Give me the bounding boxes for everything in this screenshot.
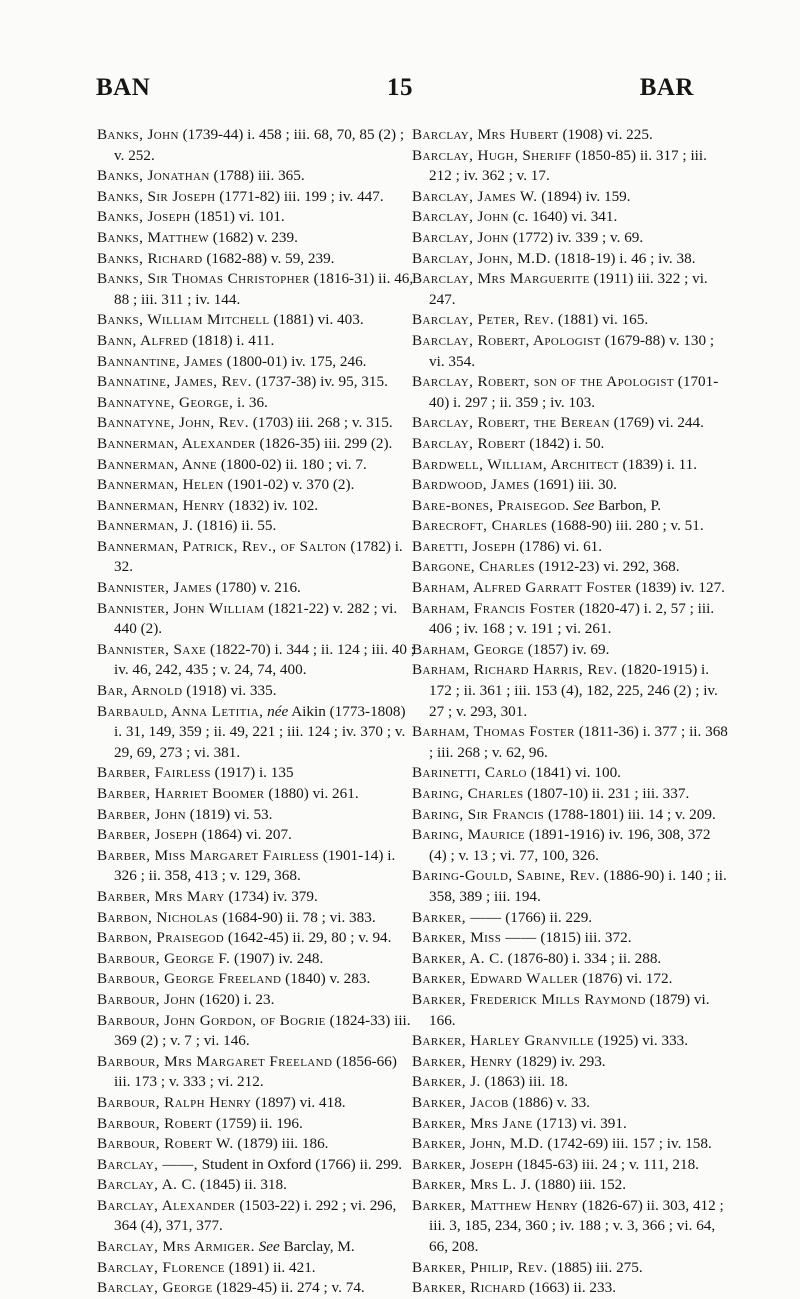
entry-name: Barker, Richard [412, 1279, 526, 1297]
entry-references: (1734) iv. 379. [228, 887, 318, 905]
index-entry [97, 516, 415, 537]
entry-references: (1879) iii. 186. [237, 1135, 329, 1153]
entry-name: Barbour, Robert W. [97, 1135, 234, 1153]
entry-references: Barbon, P. [598, 496, 662, 514]
entry-references: (1845-63) iii. 24 ; v. 111, 218. [517, 1155, 699, 1173]
entry-references: Aikin (1773-1808) i. 31, 149, 359 ; ii. 49, 221 ; iii. 124 ; iv. 370 ; v. 29, 69, 273 ; vi. 381. [114, 702, 406, 761]
index-entry [412, 1278, 730, 1299]
entry-name: Barber, Joseph [97, 826, 198, 844]
entry-name: Bannerman, J. [97, 517, 194, 535]
entry-name: Barclay, Mrs Armiger. [97, 1238, 255, 1256]
index-entry [97, 1258, 415, 1279]
entry-name: Barbon, Nicholas [97, 908, 219, 926]
entry-name: Bannerman, Anne [97, 455, 218, 473]
entry-name: Bannerman, Patrick, Rev., of Salton [97, 537, 347, 555]
entry-references: (1826-67) ii. 303, 412 ; iii. 3, 185, 234, 360 ; iv. 188 ; v. 3, 366 ; vi. 64, 66, 208. [429, 1196, 724, 1256]
index-entry [97, 228, 415, 249]
entry-references: (1829) iv. 293. [516, 1052, 606, 1070]
page-number: 15 [387, 74, 413, 101]
entry-references: (1800-01) iv. 175, 246. [226, 352, 367, 370]
entry-name: Barker, —— [412, 908, 502, 926]
entry-name: Banks, Sir Thomas Christopher [97, 270, 310, 288]
entry-italic: See [258, 1238, 280, 1256]
entry-references: (1713) vi. 391. [536, 1114, 627, 1132]
entry-name: Barker, Frederick Mills Raymond [412, 990, 646, 1008]
entry-references: (1918) vi. 335. [186, 682, 277, 700]
index-entry [97, 352, 415, 373]
entry-name: Banks, Sir Joseph [97, 187, 216, 205]
entry-references: (1816) ii. 55. [196, 517, 277, 535]
index-entry [412, 949, 730, 970]
index-entry [412, 1196, 730, 1258]
index-entry [412, 434, 730, 455]
index-entry [97, 805, 415, 826]
index-entry [412, 784, 730, 805]
entry-references: (1908) vi. 225. [562, 126, 653, 143]
index-entry [97, 1134, 415, 1155]
index-entry [412, 496, 730, 517]
entry-references: (1691) iii. 30. [533, 476, 617, 494]
entry-references: (c. 1640) vi. 341. [512, 208, 618, 226]
index-entry [97, 1196, 415, 1237]
entry-references: (1818) i. 411. [192, 331, 275, 349]
entry-references: (1780) v. 216. [215, 579, 301, 597]
entry-name: Bannister, Saxe [97, 640, 207, 658]
entry-name: Barclay, John [412, 208, 509, 226]
index-entry [412, 866, 730, 907]
index-entry [412, 825, 730, 866]
index-entry [412, 722, 730, 763]
entry-name: Bardwell, William, Architect [412, 455, 619, 473]
index-entry [97, 310, 415, 331]
entry-references: (1886) v. 33. [512, 1093, 590, 1111]
entry-references: Student in Oxford (1766) ii. 299. [201, 1155, 403, 1173]
index-entry [97, 990, 415, 1011]
entry-references: (1824-33) iii. 369 (2) ; v. 7 ; vi. 146. [114, 1011, 411, 1050]
entry-references: (1642-45) ii. 29, 80 ; v. 94. [227, 929, 392, 947]
entry-name: Baring-Gould, Sabine, Rev. [412, 867, 600, 885]
index-entry [412, 372, 730, 413]
index-entry [97, 887, 415, 908]
index-entry [412, 969, 730, 990]
entry-references: (1759) ii. 196. [215, 1114, 303, 1132]
entry-name: Barclay, A. C. [97, 1176, 197, 1194]
index-entry [97, 928, 415, 949]
entry-name: Bardwood, James [412, 476, 530, 494]
entry-references: (1886-90) i. 140 ; ii. 358, 389 ; iii. 194. [429, 867, 727, 905]
entry-references: (1811-36) i. 377 ; ii. 368 ; iii. 268 ; v. 62, 96. [429, 723, 728, 761]
entry-name: Bannatyne, George, [97, 393, 234, 411]
entry-name: Barker, Harley Granville [412, 1032, 594, 1050]
entry-references: (1876-80) i. 334 ; ii. 288. [507, 949, 662, 967]
index-entry [412, 207, 730, 228]
index-entry [97, 537, 415, 578]
index-entry [412, 331, 730, 372]
index-entry [412, 928, 730, 949]
entry-name: Bargone, Charles [412, 558, 535, 576]
index-entry [412, 1258, 730, 1279]
entry-references: (1857) iv. 69. [527, 640, 610, 658]
entry-name: Banks, Joseph [97, 208, 191, 226]
index-entry [97, 475, 415, 496]
entry-references: (1840) v. 283. [285, 970, 371, 988]
entry-references: (1864) vi. 207. [201, 826, 292, 844]
index-entry [412, 805, 730, 826]
entry-references: (1842) i. 50. [529, 434, 605, 452]
index-entry [412, 1175, 730, 1196]
entry-references: (1682) v. 239. [212, 228, 298, 246]
index-entry [97, 207, 415, 228]
entry-references: (1771-82) iii. 199 ; iv. 447. [219, 187, 384, 205]
index-entry [97, 331, 415, 352]
entry-name: Barclay, John [412, 228, 509, 246]
index-entry [412, 1155, 730, 1176]
entry-name: Bannerman, Alexander [97, 434, 256, 452]
index-entry [97, 166, 415, 187]
index-entry [97, 784, 415, 805]
entry-references: (1503-22) i. 292 ; vi. 296, 364 (4), 371, 377. [114, 1196, 397, 1235]
entry-references: (1788-1801) iii. 14 ; v. 209. [547, 805, 716, 823]
entry-name: Baring, Sir Francis [412, 805, 545, 823]
entry-references: (1925) vi. 333. [597, 1032, 689, 1050]
entry-name: Barclay, John, M.D. [412, 249, 551, 267]
entry-name: Bannerman, Helen [97, 476, 224, 494]
index-entry [97, 249, 415, 270]
index-entry [412, 269, 730, 310]
index-entry [97, 496, 415, 517]
entry-name: Barker, Matthew Henry [412, 1196, 579, 1214]
index-entry [97, 269, 415, 310]
index-entry [412, 537, 730, 558]
index-entry [97, 1237, 415, 1258]
entry-references: (1703) iii. 268 ; v. 315. [252, 414, 393, 432]
entry-italic: née [267, 702, 289, 720]
entry-name: Barbour, Ralph Henry [97, 1093, 252, 1111]
index-entry [97, 1278, 415, 1299]
entry-references: (1901-14) i. 326 ; ii. 358, 413 ; v. 129, 368. [114, 846, 396, 885]
entry-references: (1769) vi. 244. [613, 414, 704, 432]
index-entry [97, 1093, 415, 1114]
entry-name: Barker, John, M.D. [412, 1135, 544, 1153]
entry-name: Baring, Charles [412, 785, 524, 802]
entry-name: Banks, Matthew [97, 228, 209, 246]
entry-name: Bannister, John William [97, 599, 265, 617]
index-entry [97, 413, 415, 434]
entry-references: (1911) iii. 322 ; vi. 247. [429, 270, 708, 308]
entry-name: Barclay, Robert [412, 434, 526, 452]
entry-references: (1881) vi. 403. [273, 311, 364, 329]
index-entry [97, 1114, 415, 1135]
entry-references: (1901-02) v. 370 (2). [227, 476, 355, 494]
index-entry [97, 1175, 415, 1196]
entry-name: Barker, Mrs Jane [412, 1114, 533, 1132]
entry-references: (1820-47) i. 2, 57 ; iii. 406 ; iv. 168 ; v. 191 ; vi. 261. [429, 599, 715, 638]
index-entry [412, 1093, 730, 1114]
entry-references: (1880) iii. 152. [534, 1176, 627, 1194]
entry-name: Barker, J. [412, 1073, 481, 1091]
entry-name: Barham, Francis Foster [412, 599, 576, 617]
index-entry [412, 249, 730, 270]
entry-references: i. 36. [237, 393, 268, 411]
index-entry [97, 455, 415, 476]
entry-name: Barber, Harriet Boomer [97, 785, 265, 802]
entry-name: Barinetti, Carlo [412, 764, 527, 782]
entry-references: (1897) vi. 418. [255, 1093, 346, 1111]
index-entry [412, 990, 730, 1031]
entry-references: (1807-10) ii. 231 ; iii. 337. [527, 785, 690, 802]
entry-references: (1701-40) i. 297 ; ii. 359 ; iv. 103. [429, 373, 719, 411]
index-entry [412, 1052, 730, 1073]
index-entry [412, 1031, 730, 1052]
entry-references: (1821-22) v. 282 ; vi. 440 (2). [114, 599, 398, 638]
index-column-right [412, 125, 730, 1299]
index-entry [412, 455, 730, 476]
entry-references: (1620) i. 23. [199, 990, 275, 1008]
index-entry [412, 146, 730, 187]
entry-references: (1688-90) iii. 280 ; v. 51. [551, 517, 704, 535]
index-entry [412, 310, 730, 331]
entry-name: Barber, Fairless [97, 764, 211, 782]
index-entry [97, 763, 415, 784]
entry-name: Bannatyne, John, Rev. [97, 414, 249, 432]
entry-references: (1881) vi. 165. [557, 311, 649, 329]
index-entry [412, 599, 730, 640]
entry-name: Barber, Mrs Mary [97, 887, 225, 905]
entry-name: Barbon, Praisegod [97, 929, 225, 947]
entry-references: (1815) iii. 372. [540, 929, 632, 947]
entry-references: (1766) ii. 229. [505, 908, 593, 926]
entry-references: (1782) i. 32. [114, 537, 403, 576]
entry-name: Barker, Miss —— [412, 929, 537, 947]
entry-name: Banks, Richard [97, 249, 203, 267]
entry-name: Barbauld, Anna Letitia, [97, 702, 264, 720]
entry-italic: See [573, 496, 595, 514]
entry-name: Barker, A. C. [412, 949, 504, 967]
entry-references: (1856-66) iii. 173 ; v. 333 ; vi. 212. [114, 1052, 397, 1091]
entry-name: Barclay, Alexander [97, 1196, 236, 1214]
entry-name: Barker, Jacob [412, 1093, 509, 1111]
entry-references: (1876) vi. 172. [582, 970, 673, 988]
index-entry [412, 187, 730, 208]
entry-name: Barclay, Peter, Rev. [412, 311, 555, 329]
index-entry [412, 1114, 730, 1135]
entry-references: (1816-31) ii. 46, 88 ; iii. 311 ; iv. 144. [114, 270, 414, 308]
entry-name: Barclay, Mrs Marguerite [412, 270, 590, 288]
entry-references: (1891-1916) iv. 196, 308, 372 (4) ; v. 13 ; vi. 77, 100, 326. [429, 826, 711, 864]
entry-name: Barbour, George F. [97, 949, 231, 967]
index-entry [412, 640, 730, 661]
index-entry [412, 660, 730, 722]
entry-references: (1742-69) iii. 157 ; iv. 158. [547, 1135, 712, 1153]
entry-references: (1832) iv. 102. [228, 496, 319, 514]
entry-name: Bannantine, James [97, 352, 223, 370]
entry-references: (1912-23) vi. 292, 368. [538, 558, 680, 576]
entry-references: (1894) iv. 159. [541, 187, 631, 205]
entry-name: Barclay, Robert, Apologist [412, 331, 601, 349]
entry-references: (1826-35) iii. 299 (2). [259, 434, 393, 452]
entry-name: Barbour, John [97, 990, 196, 1008]
index-entry [97, 846, 415, 887]
index-entry [97, 681, 415, 702]
entry-name: Bannerman, Henry [97, 496, 225, 514]
entry-references: (1822-70) i. 344 ; ii. 124 ; iii. 40 ; iv. 46, 242, 435 ; v. 24, 74, 400. [114, 640, 415, 679]
index-entry [97, 1011, 415, 1052]
index-entry [97, 640, 415, 681]
entry-references: (1788) iii. 365. [213, 167, 305, 185]
entry-references: (1818-19) i. 46 ; iv. 38. [554, 249, 696, 267]
entry-name: Barham, Richard Harris, Rev. [412, 661, 618, 679]
entry-name: Barclay, Florence [97, 1258, 225, 1276]
index-entry [97, 372, 415, 393]
entry-references: (1839) i. 11. [622, 455, 698, 473]
entry-references: (1679-88) v. 130 ; vi. 354. [429, 331, 715, 370]
index-entry [412, 413, 730, 434]
entry-name: Barker, Mrs L. J. [412, 1176, 532, 1194]
index-entry [412, 908, 730, 929]
index-entry [97, 969, 415, 990]
index-entry [97, 599, 415, 640]
index-entry [412, 228, 730, 249]
entry-name: Barker, Philip, Rev. [412, 1258, 548, 1276]
entry-references: (1841) vi. 100. [530, 764, 621, 782]
entry-references: (1880) vi. 261. [268, 785, 359, 802]
entry-references: (1885) iii. 275. [551, 1258, 643, 1276]
index-entry [412, 557, 730, 578]
entry-name: Barclay, Hugh, Sheriff [412, 146, 572, 164]
index-entry [97, 125, 415, 166]
entry-name: Barham, Alfred Garratt Foster [412, 579, 632, 597]
entry-name: Barker, Edward Waller [412, 970, 579, 988]
entry-references: (1863) iii. 18. [484, 1073, 569, 1091]
index-entry [412, 763, 730, 784]
entry-references: (1772) iv. 339 ; v. 69. [512, 228, 644, 246]
entry-name: Barclay, Mrs Hubert [412, 126, 559, 143]
entry-name: Bann, Alfred [97, 331, 189, 349]
entry-name: Baretti, Joseph [412, 537, 516, 555]
entry-name: Barbour, Mrs Margaret Freeland [97, 1052, 333, 1070]
index-entry [412, 1072, 730, 1093]
entry-name: Banks, John [97, 126, 179, 143]
entry-name: Barclay, George [97, 1279, 213, 1297]
entry-name: Barber, Miss Margaret Fairless [97, 846, 319, 864]
index-entry [97, 702, 415, 764]
index-entry [97, 187, 415, 208]
index-entry [412, 516, 730, 537]
header-right-guide: BAR [639, 74, 694, 101]
entry-references: (1891) ii. 421. [228, 1258, 316, 1276]
index-entry [97, 393, 415, 414]
entry-name: Banks, William Mitchell [97, 311, 270, 329]
entry-references: (1907) iv. 248. [234, 949, 324, 967]
entry-references: (1737-38) iv. 95, 315. [255, 373, 388, 391]
index-entry [97, 1052, 415, 1093]
entry-name: Barker, Joseph [412, 1155, 514, 1173]
entry-name: Bare-bones, Praisegod. [412, 496, 570, 514]
entry-name: Barecroft, Charles [412, 517, 548, 535]
entry-references: (1839) iv. 127. [635, 579, 725, 597]
entry-name: Bannatine, James, Rev. [97, 373, 252, 391]
entry-references: (1850-85) ii. 317 ; iii. 212 ; iv. 362 ; v. 17. [429, 146, 707, 185]
entry-name: Barber, John [97, 805, 186, 823]
entry-references: (1663) ii. 233. [529, 1279, 617, 1297]
index-entry [412, 578, 730, 599]
entry-references: (1682-88) v. 59, 239. [206, 249, 335, 267]
index-entry [412, 1134, 730, 1155]
index-entry [97, 908, 415, 929]
entry-name: Barbour, Robert [97, 1114, 213, 1132]
entry-references: (1739-44) i. 458 ; iii. 68, 70, 85 (2) ; v. 252. [114, 126, 405, 164]
entry-name: Barham, George [412, 640, 524, 658]
entry-references: (1820-1915) i. 172 ; ii. 361 ; iii. 153 (4), 182, 225, 246 (2) ; iv. 27 ; v. 293, 301. [429, 661, 718, 720]
entry-references: (1786) vi. 61. [519, 537, 603, 555]
entry-references: Barclay, M. [283, 1238, 355, 1256]
index-column-left [97, 125, 415, 1299]
entry-name: Bannister, James [97, 579, 212, 597]
entry-name: Barker, Henry [412, 1052, 513, 1070]
index-entry [97, 1155, 415, 1176]
entry-references: (1917) i. 135 [214, 764, 294, 782]
entry-name: Barbour, John Gordon, of Bogrie [97, 1011, 326, 1029]
index-entry [412, 125, 730, 146]
entry-references: (1829-45) ii. 274 ; v. 74. [216, 1279, 365, 1297]
entry-name: Baring, Maurice [412, 826, 526, 844]
entry-name: Barclay, James W. [412, 187, 538, 205]
header-left-guide: BAN [96, 74, 151, 101]
entry-name: Barbour, George Freeland [97, 970, 282, 988]
index-entry [97, 949, 415, 970]
entry-references: (1819) vi. 53. [189, 805, 273, 823]
entry-name: Barclay, ——, [97, 1155, 198, 1173]
running-header [0, 74, 800, 114]
entry-references: (1879) vi. 166. [429, 990, 710, 1029]
entry-references: (1851) vi. 101. [194, 208, 285, 226]
entry-name: Barham, Thomas Foster [412, 723, 575, 741]
entry-name: Bar, Arnold [97, 682, 183, 700]
index-entry [97, 578, 415, 599]
entry-references: (1800-02) ii. 180 ; vi. 7. [220, 455, 367, 473]
entry-references: (1684-90) ii. 78 ; vi. 383. [222, 908, 376, 926]
entry-name: Banks, Jonathan [97, 167, 210, 185]
index-entry [412, 475, 730, 496]
entry-references: (1845) ii. 318. [200, 1176, 287, 1194]
entry-name: Barclay, Robert, the Berean [412, 414, 610, 432]
index-entry [97, 825, 415, 846]
index-entry [97, 434, 415, 455]
entry-name: Barclay, Robert, son of the Apologist [412, 373, 674, 391]
